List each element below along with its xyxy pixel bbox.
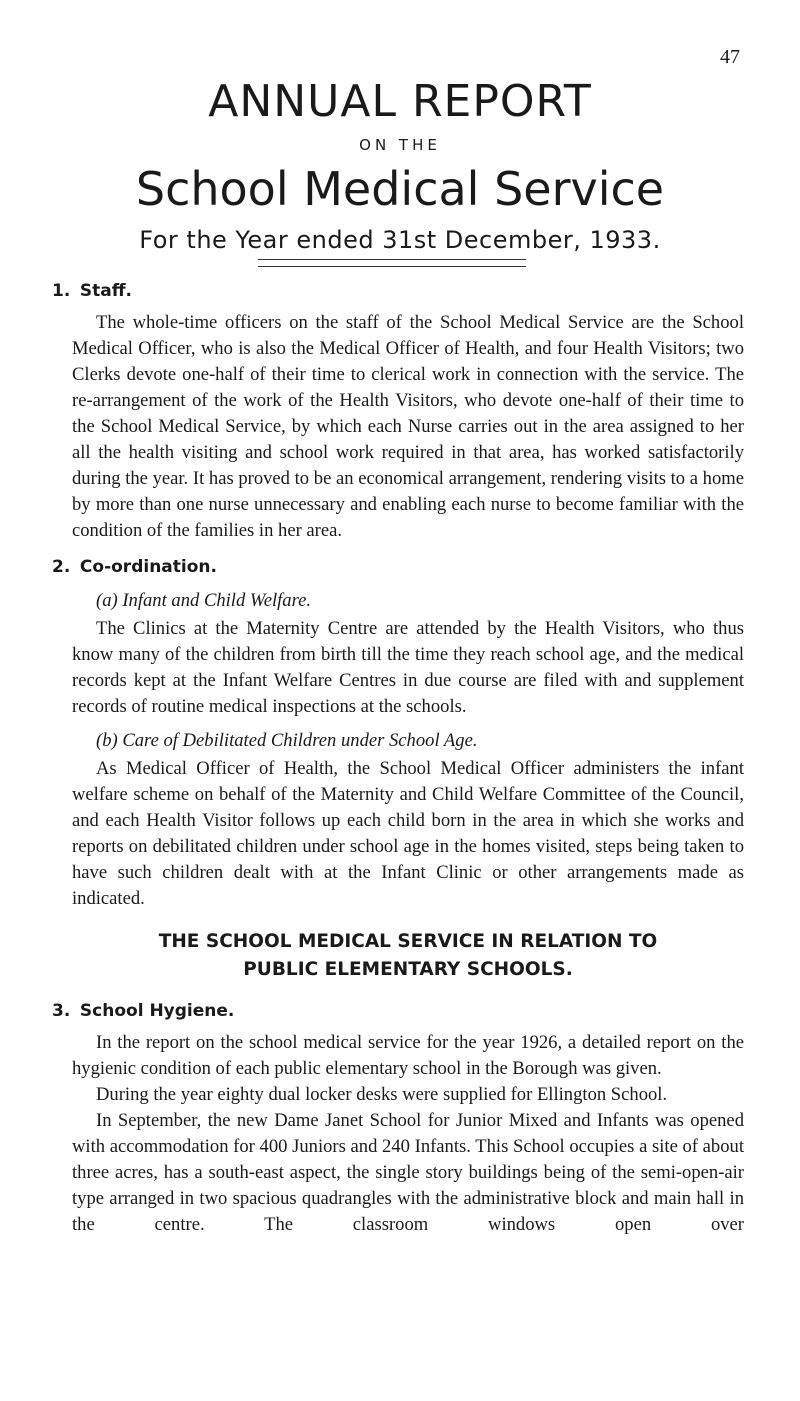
section-heading-staff	[52, 278, 744, 304]
subsection-heading-a	[72, 588, 744, 614]
relation-heading-line1: THE SCHOOL MEDICAL SERVICE IN RELATION TO	[158, 931, 658, 952]
section-number: 3.	[52, 1001, 71, 1021]
relation-heading-line2: PUBLIC ELEMENTARY SCHOOLS.	[243, 959, 573, 980]
report-body	[52, 278, 744, 1238]
hygiene-paragraph-2: During the year eighty dual locker desks were supplied for Ellington School.	[96, 1084, 668, 1105]
subsection-title: Care of Debilitated Children under School Age.	[122, 730, 478, 751]
section-title: Co-ordination.	[79, 557, 217, 577]
hygiene-paragraph-1: In the report on the school medical service for the year 1926, a detailed report on the hygienic condition of each public elementary school in the Borough was given.	[72, 1032, 744, 1079]
on-the-label: ON THE	[359, 136, 441, 154]
subsection-label: (b)	[96, 730, 118, 751]
section-heading-coordination	[52, 554, 744, 580]
relation-heading	[42, 928, 774, 984]
section-title: Staff.	[79, 281, 132, 301]
report-header	[0, 74, 800, 254]
section-number: 2.	[52, 557, 71, 577]
service-title: School Medical Service	[135, 162, 665, 216]
year-line: For the Year ended 31st December, 1933.	[139, 226, 661, 254]
staff-paragraph: The whole-time officers on the staff of the School Medical Service are the School Medical Officer, who is also the Medical Officer of Health, and four Health Visitors; two Clerks devote one-half of their time to clerical work in connection with the service. The re-arrangement of the work of the Health Visitors, who devote one-half of their time to the School Medical Service, by which each Nurse carries out in the area assigned to her all the health visiting and school work required in that area, has worked satisfactorily during the year. It has proved to be an economical arrangement, rendering visits to a home by more than one nurse unnecessary and enabling each nurse to become familiar with the condition of the families in her area.	[72, 312, 744, 541]
infant-welfare-paragraph: The Clinics at the Maternity Centre are attended by the Health Visitors, who thus know many of the children from birth till the time they reach school age, and the medical records kept at the Infant Welfare Centres in due course are filed with and supplement records of routine medical inspections at the schools.	[72, 618, 744, 717]
section-number: 1.	[52, 281, 71, 301]
hygiene-paragraph-3: In September, the new Dame Janet School for Junior Mixed and Infants was opened with accommodation for 400 Juniors and 240 Infants. This School occupies a site of about three acres, has a south-east aspect, the single story buildings being of the semi-open-air type arranged in two spacious quadrangles with the administrative block and main hall in the centre. The classroom windows open over	[72, 1110, 744, 1235]
page-number: 47	[720, 46, 740, 68]
section-heading-hygiene	[52, 998, 744, 1024]
subsection-title: Infant and Child Welfare.	[122, 590, 312, 611]
report-title: ANNUAL REPORT	[208, 76, 592, 127]
debilitated-children-paragraph: As Medical Officer of Health, the School Medical Officer administers the infant welfare scheme on behalf of the Maternity and Child Welfare Committee of the Council, and each Health Visitor follows up each child born in the area in which she works and reports on debilitated children under school age in the homes visited, steps being taken to have such children dealt with at the Infant Clinic or other arrangements made as indicated.	[72, 758, 744, 909]
subsection-label: (a)	[96, 590, 118, 611]
title-divider	[258, 259, 526, 267]
subsection-heading-b	[72, 728, 744, 754]
section-title: School Hygiene.	[79, 1001, 235, 1021]
